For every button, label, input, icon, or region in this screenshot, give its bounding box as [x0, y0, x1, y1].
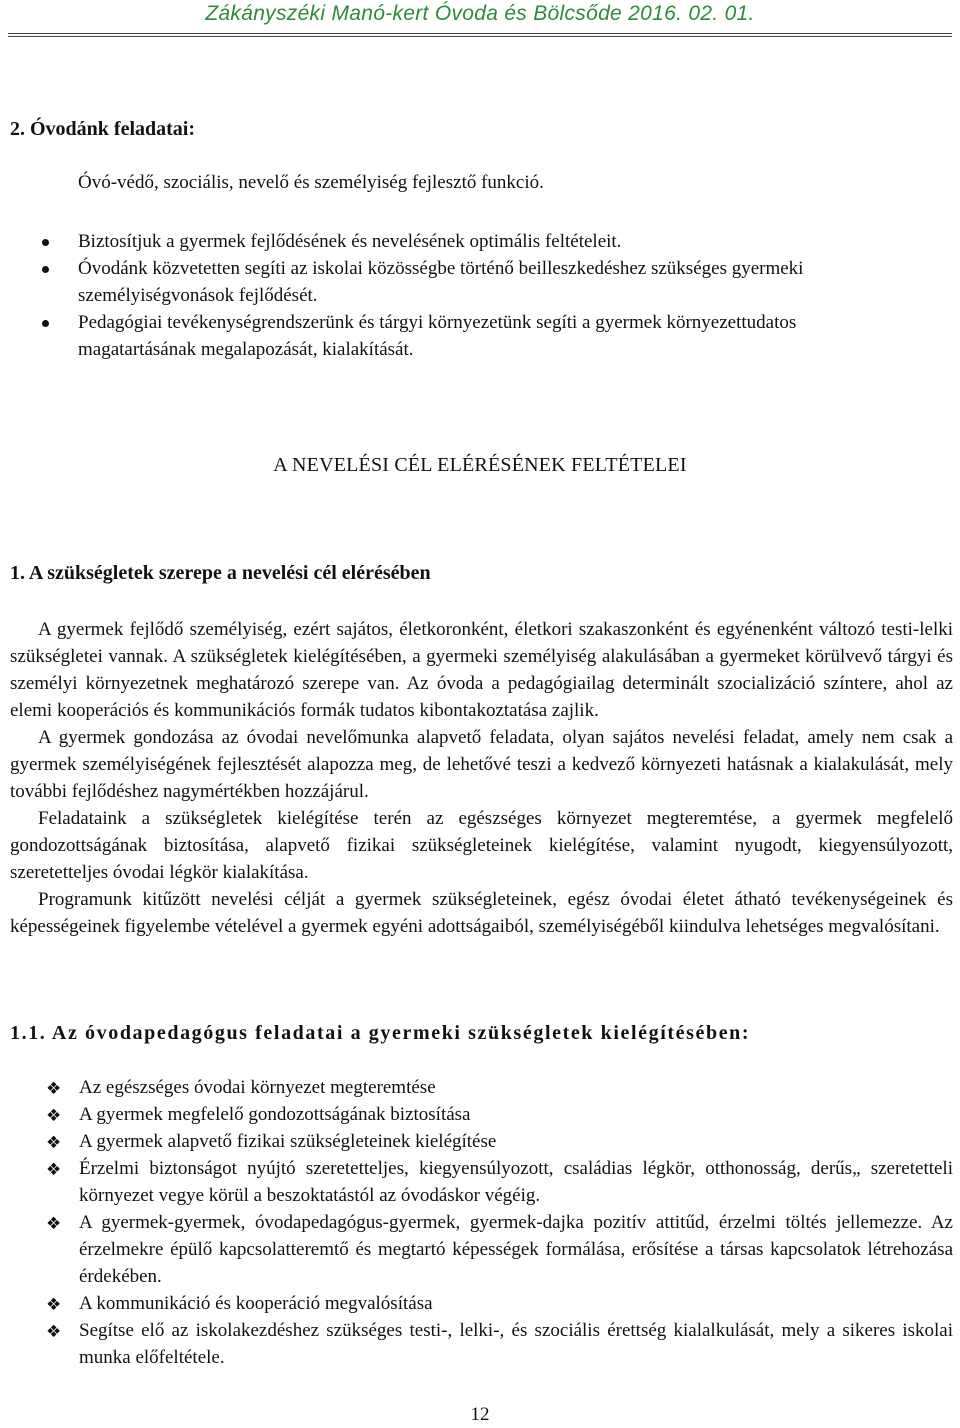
- list-item: [46, 1128, 953, 1155]
- header-divider: [8, 33, 952, 37]
- section-intro: Óvó-védő, szociális, nevelő és személyiség fejlesztő funkció.: [78, 172, 544, 193]
- paragraph: Programunk kitűzött nevelési célját a gyermek szükségleteinek, egész óvodai életet átható tevékenységeinek és képességeinek figyelembe vételével a gyermek egyéni adottságaiból, személyiségéből kiindulva lehetséges megvalósítani.: [10, 889, 953, 937]
- diamond-bullet-icon: ❖: [46, 1106, 62, 1126]
- bullet-icon: [42, 320, 49, 327]
- list-item: [46, 1155, 953, 1209]
- diamond-bullet-icon: ❖: [46, 1079, 62, 1099]
- task-bullet-list: [36, 228, 916, 363]
- list-item-text: Az egészséges óvodai környezet megteremtése: [79, 1077, 436, 1098]
- page-header-title: Zákányszéki Manó-kert Óvoda és Bölcsőde 2016. 02. 01.: [205, 2, 755, 25]
- paragraph: A gyermek gondozása az óvodai nevelőmunka alapvető feladata, olyan sajátos nevelési feladat, amely nem csak a gyermek személyiségének fejlesztését alapozza meg, de lehetővé teszi a kedvező környezeti hatásnak a kialakulását, mely további fejlődéshez nagymértékben hozzájárul.: [10, 727, 953, 802]
- teacher-task-list: [46, 1074, 953, 1371]
- diamond-bullet-icon: ❖: [46, 1214, 62, 1234]
- list-item: [46, 1290, 953, 1317]
- list-item-text: A gyermek-gyermek, óvodapedagógus-gyermek, gyermek-dajka pozitív attitűd, érzelmi töltés jellemezze. Az érzelmekre épülő kapcsolatteremtő és megtartó képességek formálása, erősítése a társas kapcsolatok létrehozása érdekében.: [79, 1212, 953, 1287]
- bullet-icon: [42, 239, 49, 246]
- bullet-icon: [42, 266, 49, 273]
- list-item: [36, 255, 916, 309]
- list-item-text: Biztosítjuk a gyermek fejlődésének és nevelésének optimális feltételeit.: [78, 231, 622, 252]
- list-item-text: Pedagógiai tevékenységrendszerünk és tárgyi környezetünk segíti a gyermek környezettudatos magatartásának megalapozását, kialakítását.: [78, 312, 797, 360]
- diamond-bullet-icon: ❖: [46, 1295, 62, 1315]
- paragraph: Feladataink a szükségletek kielégítése terén az egészséges környezet megteremtése, a gyermek megfelelő gondozottságának biztosítása, alapvető fizikai szükségleteinek kielégítése, valamint nyugodt, kiegyensúlyozott, szeretetteljes óvodai légkör kialakítása.: [10, 808, 953, 883]
- subsection-heading: 1. A szükségletek szerepe a nevelési cél elérésében: [10, 562, 431, 584]
- diamond-bullet-icon: ❖: [46, 1160, 62, 1180]
- list-item-text: A gyermek alapvető fizikai szükségleteinek kielégítése: [79, 1131, 497, 1152]
- list-item: [46, 1209, 953, 1290]
- list-item-text: Óvodánk közvetetten segíti az iskolai közösségbe történő beilleszkedéshez szükséges gyermeki személyiségvonások fejlődését.: [78, 258, 804, 306]
- section-heading: 2. Óvodánk feladatai:: [10, 118, 196, 140]
- paragraph: A gyermek fejlődő személyiség, ezért sajátos, életkoronként, életkori szakaszonként és egyénenként változó testi-lelki szükségletei vannak. A szükségletek kielégítésében, a gyermeki személyiség alakulásában a gyermeket körülvevő tárgyi és személyi környezetnek meghatározó szerepe van. Az óvoda a pedagógiailag determinált szocializáció színtere, ahol az elemi kooperációs és kommunikációs formák tudatos kibontakoztatása zajlik.: [10, 619, 953, 721]
- list-item-text: Segítse elő az iskolakezdéshez szükséges testi-, lelki-, és szociális érettség kialalkulását, mely a sikeres iskolai munka előfeltétele.: [79, 1320, 953, 1368]
- list-item: [36, 228, 916, 255]
- chapter-title: A NEVELÉSI CÉL ELÉRÉSÉNEK FELTÉTELEI: [273, 454, 687, 476]
- list-item-text: Érzelmi biztonságot nyújtó szeretetteljes, kiegyensúlyozott, családias légkör, otthonosság, derűs„ szeretetteli környezet vegye körül a beszoktatástól az óvodáskor végéig.: [79, 1158, 953, 1206]
- diamond-bullet-icon: ❖: [46, 1322, 62, 1342]
- list-item: [36, 309, 916, 363]
- diamond-bullet-icon: ❖: [46, 1133, 62, 1153]
- list-item: [46, 1317, 953, 1371]
- page-number: 12: [470, 1404, 490, 1425]
- list-item: [46, 1101, 953, 1128]
- body-text: [10, 616, 953, 940]
- list-item-text: A kommunikáció és kooperáció megvalósítása: [79, 1293, 433, 1314]
- list-item: [46, 1074, 953, 1101]
- subsection-heading-1-1: 1.1. Az óvodapedagógus feladatai a gyermeki szükségletek kielégítésében:: [10, 1022, 751, 1044]
- list-item-text: A gyermek megfelelő gondozottságának biztosítása: [79, 1104, 471, 1125]
